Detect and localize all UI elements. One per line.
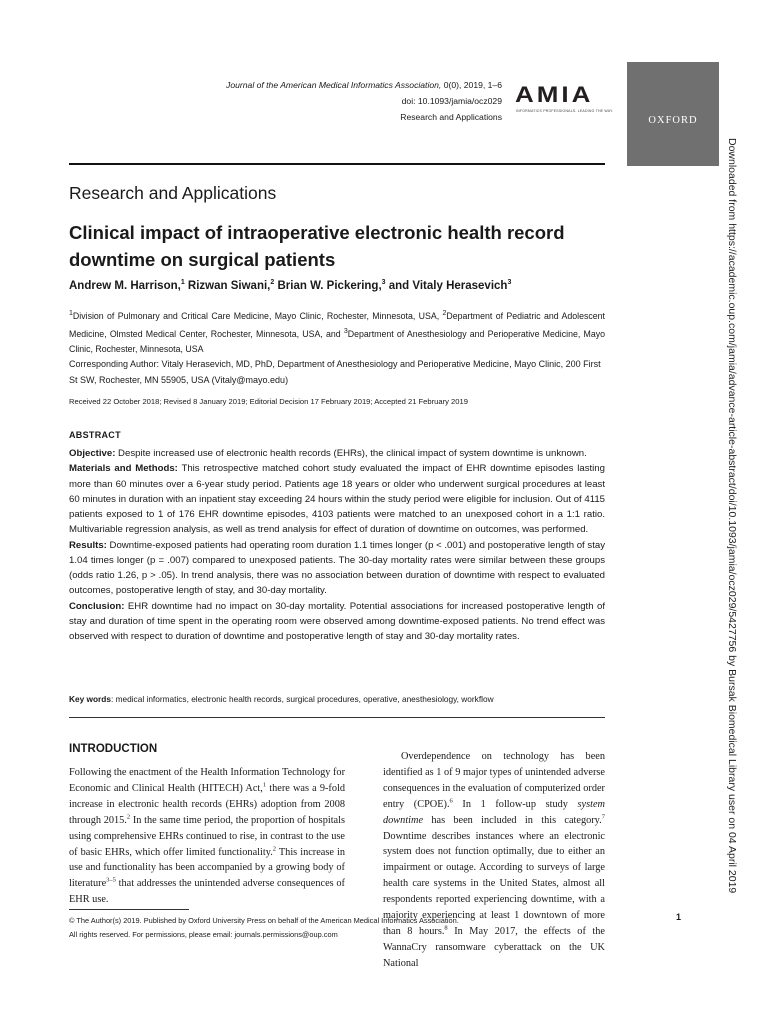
text-run: Following the enactment of the Health Information Technology for Economic and Clinical Health (HITECH) Act, <box>69 767 345 794</box>
affiliation-mark: 2 <box>442 310 447 317</box>
affiliation-mark: 3 <box>343 327 348 335</box>
text-run: there was a 9-fold increase in electronic health records (EHRs) adoption from 2008 through 2015. <box>69 782 346 826</box>
text-run: Overdependence on technology has been identified as 1 of 9 major types of unintended adverse consequences in the evaluation of computerized order entry (CPOE). <box>383 751 605 810</box>
abstract-conclusion <box>69 599 605 645</box>
abstract-methods <box>69 461 605 537</box>
author-affiliation-mark: 3 <box>507 279 512 286</box>
author-list <box>69 279 511 292</box>
abstract-body <box>69 446 605 644</box>
permissions-line: All rights reserved. For permissions, please email: journals.permissions@oup.com <box>69 930 338 939</box>
header-divider <box>69 163 605 165</box>
author-name: Andrew M. Harrison, <box>69 279 181 292</box>
body-column-left <box>69 765 345 908</box>
abstract-divider <box>69 717 605 718</box>
methods-label: Materials and Methods: <box>69 463 178 475</box>
amia-tagline: INFORMATICS PROFESSIONALS. LEADING THE WAY. <box>516 109 614 113</box>
amia-logo <box>515 81 619 114</box>
objective-label: Objective: <box>69 448 116 459</box>
abstract-heading: ABSTRACT <box>69 430 121 440</box>
abstract-results <box>69 538 605 599</box>
affiliation-text: Division of Pulmonary and Critical Care Medicine, Mayo Clinic, Rochester, Minnesota, USA, <box>72 310 443 321</box>
text-run: In the same time period, the proportion of hospitals using comprehensive EHRs continued to rise, in contrast to the use of basic EHRs, which offer limited functionality. <box>69 814 345 858</box>
oxford-logo-text: OXFORD <box>648 115 698 126</box>
corresponding-author: Corresponding Author: Vitaly Herasevich, MD, PhD, Department of Anesthesiology and Perioperative Medicine, Mayo Clinic, 200 First St SW, Rochester, MN 55905, USA (Vitaly@mayo.edu) <box>69 359 601 385</box>
introduction-heading: INTRODUCTION <box>69 743 158 755</box>
citation-superscript[interactable]: 3–5 <box>106 876 116 884</box>
oxford-logo <box>627 62 719 166</box>
affiliation-text: Department of Pediatric and Adolescent Medicine, Olmsted Medical Center, Rochester, Minnesota, USA, and <box>69 310 605 339</box>
author-name: Brian W. Pickering, <box>274 279 382 292</box>
objective-text: Despite increased use of electronic health records (EHRs), the clinical impact of system downtime is unknown. <box>115 448 587 459</box>
keywords <box>69 694 605 704</box>
download-watermark: Downloaded from https://academic.oup.com/jamia/advance-article-abstract/doi/10.1093/jamia/ocz029/5427756 by Bursak Biomedical Library user on 04 April 2019 <box>726 138 738 894</box>
methods-text: This retrospective matched cohort study evaluated the impact of EHR downtime episodes lasting more than 60 minutes over a 6-year study period. Patients age 18 years or older who underwent surgical procedures at least 60 minutes in duration with an inpatient stay exceeding 24 hours within the study period were eligible for inclusion. Out of 4115 patients exposed to 1 of 176 EHR downtime episodes, 4103 patients were matched to an unexposed cohort in a 1:1 ratio. Multivariable regression analysis, as well as trend analysis for effect of duration of downtime on outcomes, was performed. <box>69 463 605 536</box>
citation-superscript[interactable]: 1 <box>262 781 267 789</box>
article-title: Clinical impact of intraoperative electronic health record downtime on surgical patients <box>69 222 565 270</box>
author-affiliation-mark: 1 <box>180 279 185 286</box>
keywords-label: Key words <box>69 694 111 704</box>
affiliation-text: Department of Anesthesiology and Perioperative Medicine, Mayo Clinic, Rochester, Minnesota, USA <box>69 328 605 354</box>
journal-header <box>82 77 502 125</box>
text-run: In May 2017, the effects of the WannaCry ransomware cyberattack on the UK National <box>383 925 605 969</box>
conclusion-text: EHR downtime had no impact on 30-day mortality. Potential associations for increased postoperative length of stay and duration of time spent in the operating room were observed among downtime-exposed patients. No trend effect was observed with respect to duration of downtime and postoperative length of stay and 30-day mortality rates. <box>69 600 605 642</box>
copyright-line: © The Author(s) 2019. Published by Oxford University Press on behalf of the American Medical Informatics Association. <box>69 916 459 925</box>
author-affiliation-mark: 2 <box>270 279 275 286</box>
citation-superscript[interactable]: 2 <box>272 845 277 853</box>
text-run: In 1 follow-up study <box>452 798 578 810</box>
article-dates: Received 22 October 2018; Revised 8 January 2019; Editorial Decision 17 February 2019; Accepted 21 February 2019 <box>69 397 468 406</box>
affiliation-mark: 1 <box>69 310 73 317</box>
affiliations <box>69 306 605 357</box>
copyright-footer <box>69 914 459 942</box>
citation-superscript[interactable]: 8 <box>444 924 448 932</box>
emphasis-text: system downtime <box>383 798 605 826</box>
journal-name: Journal of the American Medical Informatics Association, <box>226 80 442 90</box>
results-text: Downtime-exposed patients had operating room duration 1.1 times longer (p < .001) and postoperative length of stay 1.04 times longer (p = .007) compared to unexposed patients. The 30-day mortality rates were similar between these groups (odds ratio 1.26, p > .05). In trend analysis, there was no association between duration of downtime with respect to evaluated outcomes, postoperative length of stay, and 30-day mortality. <box>69 539 605 597</box>
doi-link[interactable]: doi: 10.1093/jamia/ocz029 <box>401 96 502 106</box>
author-affiliation-mark: 3 <box>381 279 386 286</box>
text-run: This increase in use and functionality has been accompanied by a growing body of literature <box>69 846 345 890</box>
abstract-objective <box>69 446 605 461</box>
journal-volume: 0(0), 2019, 1–6 <box>441 80 502 90</box>
amia-logo-text: AMIA <box>515 81 594 107</box>
author-name: Rizwan Siwani, <box>184 279 271 292</box>
footer-divider <box>69 909 189 910</box>
text-run: has been included in this category. <box>423 814 602 826</box>
keywords-text: : medical informatics, electronic health records, surgical procedures, operative, anesthesiology, workflow <box>110 694 494 704</box>
conclusion-label: Conclusion: <box>69 600 125 612</box>
paragraph <box>69 765 345 908</box>
section-label: Research and Applications <box>69 183 277 203</box>
text-run: Downtime describes instances where an electronic system does not function optimally, due to either an impairment or outage. According to surveys of large health care systems in the United States, almost all respondents reported experiencing downtime, with a majority experiencing at least 1 downtown of more than 8 hours. <box>383 830 605 937</box>
citation-superscript[interactable]: 2 <box>126 813 131 821</box>
text-run: that addresses the unintended adverse consequences of EHR use. <box>69 878 345 906</box>
header-section: Research and Applications <box>400 112 502 122</box>
results-label: Results: <box>69 539 107 551</box>
author-name: and Vitaly Herasevich <box>385 279 508 292</box>
citation-superscript[interactable]: 7 <box>601 813 605 821</box>
page-number: 1 <box>676 912 682 922</box>
citation-superscript[interactable]: 6 <box>449 797 453 805</box>
